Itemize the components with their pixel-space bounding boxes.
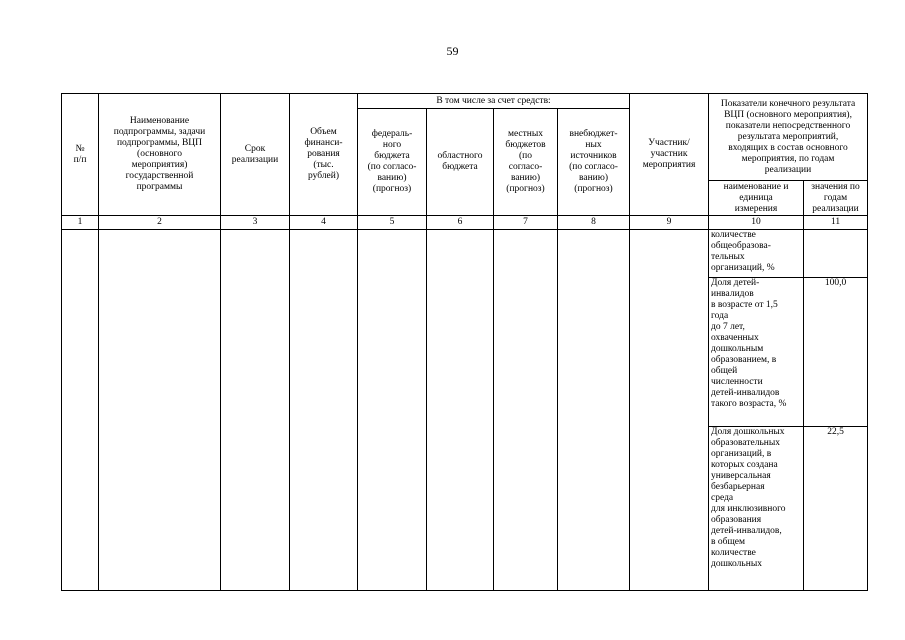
header-regional: областного бюджета: [427, 109, 494, 216]
column-number: 2: [99, 216, 221, 230]
column-number: 3: [221, 216, 290, 230]
indicator-name: Доля детей- инвалидов в возрасте от 1,5 года до 7 лет, охваченных дошкольным образованием, в общей численности детей-инвалидов такого возраста, %: [709, 278, 804, 426]
column-number: 5: [358, 216, 427, 230]
indicator-value: 22,5: [827, 427, 844, 437]
cell-term: [221, 230, 290, 591]
column-number-row: [62, 216, 868, 230]
header-offbudget: внебюджет- ных источников (по согласо- ванию) (прогноз): [558, 109, 630, 216]
cell-participant: [630, 230, 709, 591]
header-indicator-name: наименование и единица измерения: [709, 181, 804, 216]
indicator-name: количестве общеобразова- тельных организаций, %: [709, 230, 804, 277]
column-number: 11: [804, 216, 868, 230]
indicator-value: 100,0: [824, 278, 847, 288]
column-number: 7: [494, 216, 558, 230]
indicator-item: [709, 230, 867, 278]
cell-regional: [427, 230, 494, 591]
header-indicator-value: значения по годам реализации: [804, 181, 868, 216]
table-row: [62, 230, 868, 591]
header-participant: Участник/ участник мероприятия: [630, 94, 709, 216]
header-indicators-group: Показатели конечного результата ВЦП (основного мероприятия), показатели непосредственного результата мероприятий, входящих в состав основного мероприятия, по годам реализации: [709, 94, 868, 181]
indicator-name: Доля дошкольных образовательных организаций, в которых создана универсальная безбарьерная среда для инклюзивного образования детей-инвалидов, в общем количестве дошкольных: [709, 427, 804, 590]
cell-federal: [358, 230, 427, 591]
header-volume: Объем финанси- рования (тыс. рублей): [290, 94, 358, 216]
column-number: 8: [558, 216, 630, 230]
column-number: 6: [427, 216, 494, 230]
cell-offbudget: [558, 230, 630, 591]
column-number: 10: [709, 216, 804, 230]
indicator-item: [709, 278, 867, 427]
header-sources-group: В том числе за счет средств:: [358, 94, 630, 109]
column-number: 4: [290, 216, 358, 230]
cell-name: [99, 230, 221, 591]
cell-volume: [290, 230, 358, 591]
page-number: 59: [446, 44, 459, 58]
column-number: 9: [630, 216, 709, 230]
header-local: местных бюджетов (по согласо- ванию) (прогноз): [494, 109, 558, 216]
header-term: Срок реализации: [221, 94, 290, 216]
cell-num: [62, 230, 99, 591]
program-table: [61, 93, 868, 591]
header-name: Наименование подпрограммы, задачи подпрограммы, ВЦП (основного мероприятия) государственной программы: [99, 94, 221, 216]
indicators-cell: [709, 230, 868, 591]
indicator-item: [709, 427, 867, 590]
header-num: № п/п: [62, 94, 99, 216]
column-number: 1: [62, 216, 99, 230]
indicator-value: [804, 230, 867, 277]
header-federal: федераль- ного бюджета (по согласо- ванию) (прогноз): [358, 109, 427, 216]
cell-local: [494, 230, 558, 591]
